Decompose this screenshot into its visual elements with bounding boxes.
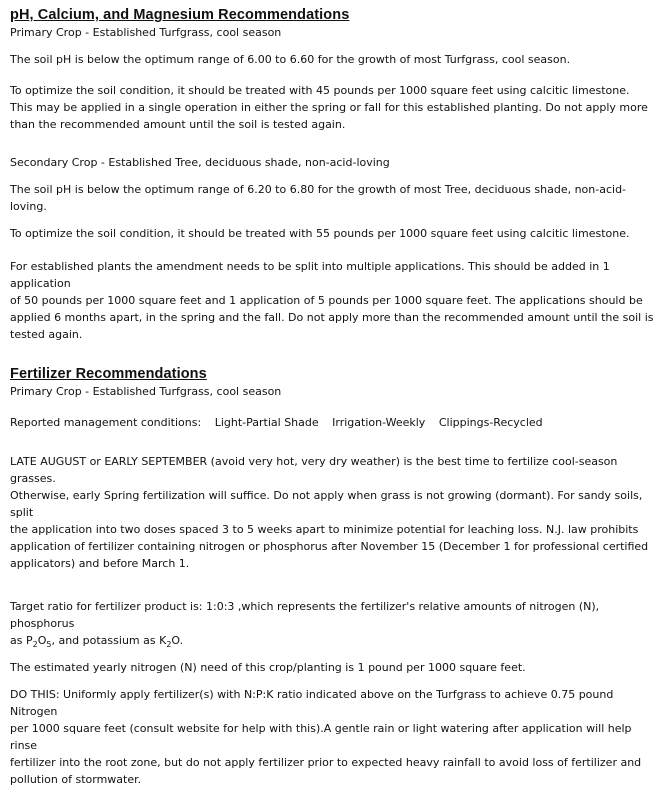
ratio-p-subscript: 2 bbox=[32, 640, 38, 649]
management-conditions bbox=[10, 414, 654, 431]
secondary-treatment: To optimize the soil condition, it should be treated with 55 pounds per 1000 square feet using calcitic limestone. bbox=[10, 227, 630, 240]
secondary-ph-text: The soil pH is below the optimum range of 6.20 to 6.80 for the growth of most Tree, deciduous shade, non-acid-loving. bbox=[10, 183, 627, 213]
ratio-o: O bbox=[37, 634, 47, 647]
condition-item: Clippings-Recycled bbox=[438, 416, 543, 429]
fert-primary-crop-label: Primary Crop - Established Turfgrass, cool season bbox=[10, 385, 282, 398]
primary-crop-label: Primary Crop - Established Turfgrass, cool season bbox=[10, 26, 282, 39]
split-line: tested again. bbox=[10, 328, 83, 341]
ratio-k-subscript: 2 bbox=[166, 640, 172, 649]
fertilizer-section-title: Fertilizer Recommendations bbox=[10, 366, 207, 382]
primary-treatment bbox=[10, 82, 654, 133]
do-this-line: pollution of stormwater. bbox=[10, 773, 142, 786]
split-line: applied 6 months apart, in the spring and the fall. Do not apply more than the recommended amount until the soil is bbox=[10, 311, 654, 324]
timing-text bbox=[10, 453, 654, 572]
split-application-text bbox=[10, 258, 654, 343]
do-this-line: DO THIS: Uniformly apply fertilizer(s) with N:P:K ratio indicated above on the Turfgrass to achieve 0.75 pound Nitrogen bbox=[10, 688, 614, 718]
timing-line: the application into two doses spaced 3 to 5 weeks apart to minimize potential for leaching loss. N.J. law prohibits bbox=[10, 523, 639, 536]
ratio-o-subscript: 5 bbox=[46, 640, 52, 649]
timing-line: application of fertilizer containing nitrogen or phosphorus after November 15 (December 1 for professional certified bbox=[10, 540, 649, 553]
secondary-crop-label: Secondary Crop - Established Tree, deciduous shade, non-acid-loving bbox=[10, 156, 390, 169]
ratio-k-text: , and potassium as K bbox=[51, 634, 167, 647]
conditions-label: Reported management conditions: bbox=[10, 416, 202, 429]
condition-item: Irrigation-Weekly bbox=[332, 416, 426, 429]
timing-line: Otherwise, early Spring fertilization will suffice. Do not apply when grass is not growing (dormant). For sandy soils, split bbox=[10, 489, 643, 519]
timing-line: applicators) and before March 1. bbox=[10, 557, 190, 570]
ratio-line: Target ratio for fertilizer product is: 1:0:3 ,which represents the fertilizer's relative amounts of nitrogen (N), phosphorus bbox=[10, 600, 600, 630]
split-line: For established plants the amendment needs to be split into multiple applications. This should be added in 1 application bbox=[10, 260, 610, 290]
primary-ph-text: The soil pH is below the optimum range of 6.00 to 6.60 for the growth of most Turfgrass, cool season. bbox=[10, 53, 571, 66]
primary-treatment-line: than the recommended amount until the soil is tested again. bbox=[10, 118, 346, 131]
ratio-formula-line bbox=[10, 632, 654, 649]
do-this-text bbox=[10, 686, 654, 788]
target-ratio-text bbox=[10, 598, 654, 649]
do-this-line: per 1000 square feet (consult website for help with this).A gentle rain or light watering after application will help rinse bbox=[10, 722, 632, 752]
primary-treatment-line: This may be applied in a single operation in either the spring or fall for this established planting. Do not apply more bbox=[10, 101, 648, 114]
ratio-end: O. bbox=[171, 634, 184, 647]
split-line: of 50 pounds per 1000 square feet and 1 application of 5 pounds per 1000 square feet. The applications should be bbox=[10, 294, 643, 307]
primary-treatment-line: To optimize the soil condition, it should be treated with 45 pounds per 1000 square feet using calcitic limestone. bbox=[10, 84, 630, 97]
timing-line: LATE AUGUST or EARLY SEPTEMBER (avoid very hot, very dry weather) is the best time to fertilize cool-season grasses. bbox=[10, 455, 618, 485]
ph-section-title: pH, Calcium, and Magnesium Recommendations bbox=[10, 7, 350, 23]
do-this-line: fertilizer into the root zone, but do not apply fertilizer prior to expected heavy rainfall to avoid loss of fertilizer and bbox=[10, 756, 642, 769]
ratio-as: as P bbox=[10, 634, 33, 647]
nitrogen-need-text: The estimated yearly nitrogen (N) need of this crop/planting is 1 pound per 1000 square feet. bbox=[10, 661, 526, 674]
condition-item: Light-Partial Shade bbox=[214, 416, 319, 429]
